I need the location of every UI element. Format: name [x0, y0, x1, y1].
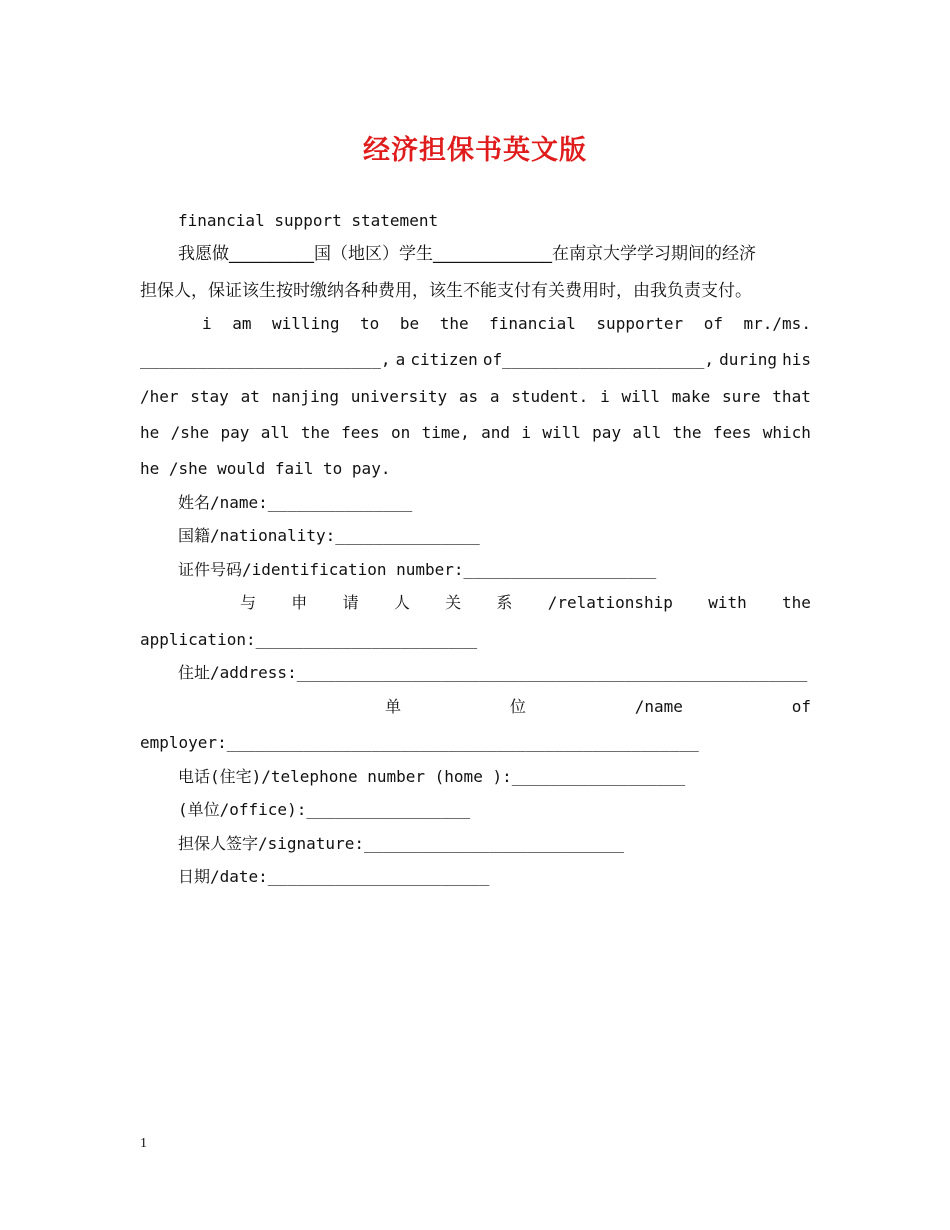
- zh-paragraph-line-1: 我愿做__________国（地区）学生______________在南京大学学习期间的经济: [178, 244, 756, 264]
- word: i: [202, 314, 212, 333]
- word: /relationship: [547, 593, 673, 612]
- en-paragraph-line-3: [140, 383, 811, 411]
- word: willing: [272, 314, 340, 333]
- word: be: [399, 314, 420, 333]
- word: university: [350, 387, 448, 406]
- word: all: [632, 423, 662, 442]
- word: which: [762, 423, 811, 442]
- word: will: [542, 423, 581, 442]
- word: /her: [140, 387, 179, 406]
- en-paragraph-line-5: he /she would fail to pay.: [140, 459, 391, 478]
- word: make: [671, 387, 711, 406]
- word: pay: [592, 423, 622, 442]
- word: the: [672, 423, 702, 442]
- word: am: [232, 314, 252, 333]
- word: supporter: [596, 314, 684, 333]
- word: mr./ms.: [743, 314, 811, 333]
- statement-heading: financial support statement: [178, 211, 439, 230]
- word: 申: [291, 593, 308, 612]
- word: nanjing: [271, 387, 340, 406]
- en-paragraph-line-1: [140, 310, 811, 338]
- field-tel-office: (单位/office):_________________: [178, 800, 471, 819]
- word: 与: [240, 593, 257, 612]
- word: that: [772, 387, 811, 406]
- word: as: [458, 387, 479, 406]
- word: student.: [511, 387, 589, 406]
- field-employer: [140, 693, 811, 721]
- word: _________________________,: [140, 350, 391, 369]
- word: to: [360, 314, 380, 333]
- word: all: [260, 423, 290, 442]
- word: 系: [496, 593, 513, 612]
- document-title: 经济担保书英文版: [363, 135, 587, 166]
- word: the: [439, 314, 469, 333]
- word: 人: [393, 593, 410, 612]
- word: fees: [712, 423, 752, 442]
- word: i: [600, 387, 610, 406]
- word: 关: [445, 593, 462, 612]
- word: pay: [220, 423, 250, 442]
- word: financial: [489, 314, 576, 333]
- field-id-number: 证件号码/identification number:____________________: [178, 560, 657, 579]
- word: citizen: [410, 350, 478, 369]
- field-tel-home: 电话(住宅)/telephone number (home ):__________________: [178, 767, 686, 786]
- field-nationality: 国籍/nationality:_______________: [178, 526, 480, 545]
- zh-paragraph-line-2: 担保人，保证该生按时缴纳各种费用，该生不能支付有关费用时，由我负责支付。: [140, 281, 752, 301]
- word: of: [791, 697, 811, 716]
- word: at: [240, 387, 260, 406]
- word: a: [489, 387, 500, 406]
- page-number: 1: [140, 1136, 147, 1151]
- word: sure: [722, 387, 761, 406]
- word: he: [140, 423, 160, 442]
- word: the: [300, 423, 330, 442]
- word: i: [521, 423, 531, 442]
- word: 单: [385, 697, 402, 716]
- word: his: [782, 350, 811, 369]
- word: time,: [421, 423, 470, 442]
- word: fees: [341, 423, 380, 442]
- word: of_____________________,: [482, 350, 715, 369]
- field-signature: 担保人签字/signature:___________________________: [178, 834, 625, 853]
- word: will: [621, 387, 660, 406]
- field-relationship-cont: application:_______________________: [140, 630, 478, 649]
- word: a: [395, 350, 406, 369]
- word: /she: [170, 423, 210, 442]
- word: on: [391, 423, 411, 442]
- word: 位: [509, 697, 526, 716]
- word: 请: [342, 593, 359, 612]
- field-date: 日期/date:_______________________: [178, 867, 490, 886]
- word: of: [703, 314, 723, 333]
- field-relationship: [140, 589, 811, 617]
- en-paragraph-line-4: [140, 419, 811, 447]
- field-name: 姓名/name:_______________: [178, 493, 413, 512]
- word: /name: [634, 697, 683, 716]
- word: and: [481, 423, 511, 442]
- field-employer-cont: employer:_________________________________________________: [140, 733, 699, 752]
- field-address: 住址/address:_____________________________________________________: [178, 663, 808, 682]
- word: the: [781, 593, 811, 612]
- word: stay: [190, 387, 229, 406]
- word: during: [719, 350, 777, 369]
- en-paragraph-line-2: [140, 346, 811, 374]
- word: with: [708, 593, 747, 612]
